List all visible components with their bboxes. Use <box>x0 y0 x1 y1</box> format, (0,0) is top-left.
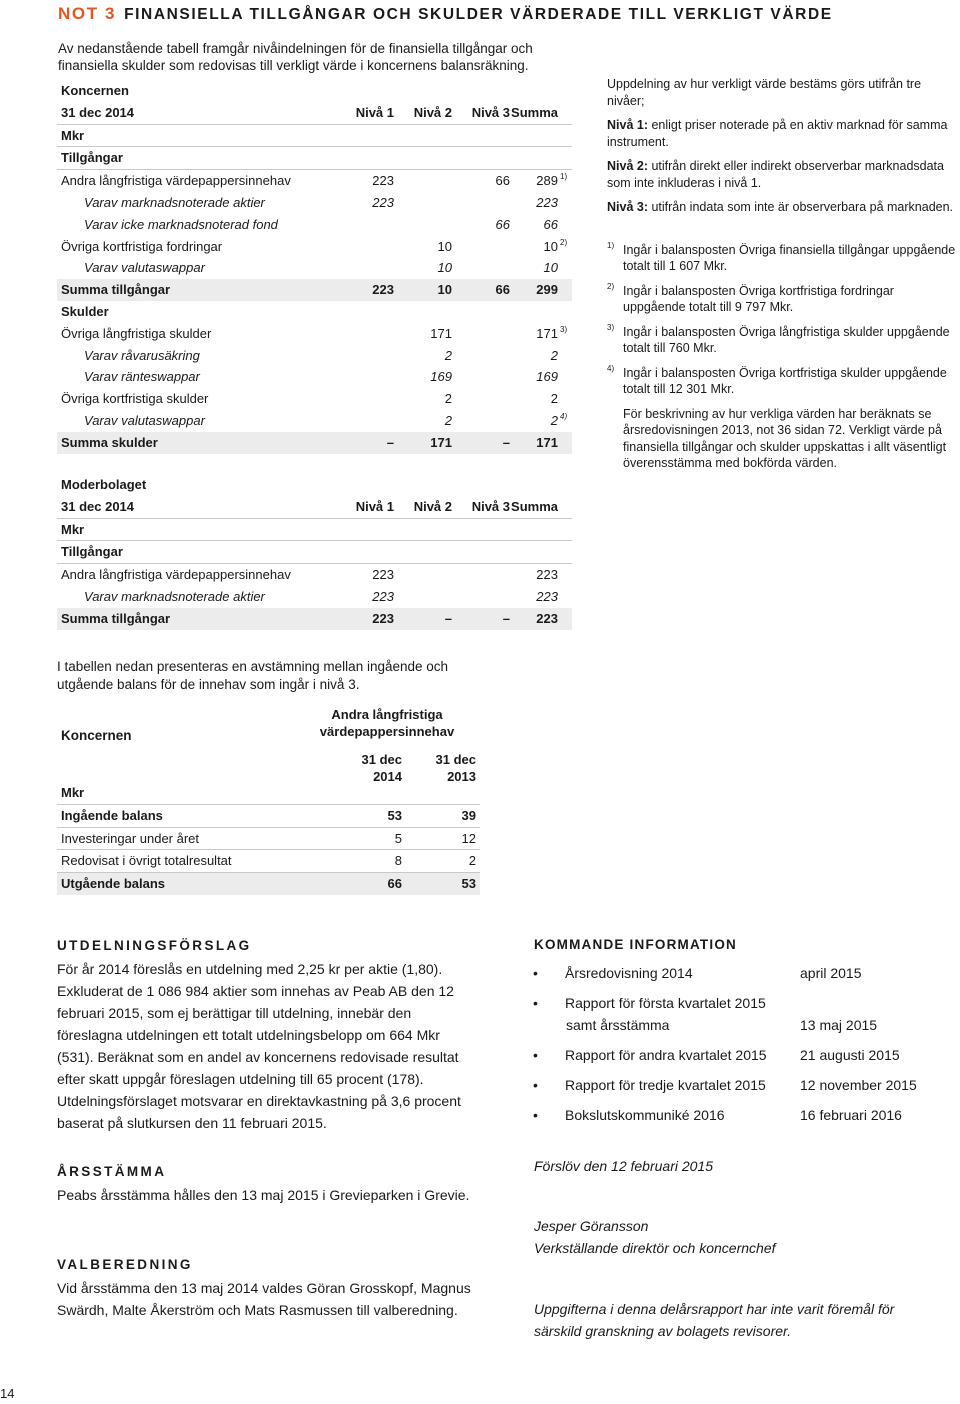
table-row <box>57 236 572 258</box>
row-label: Övriga långfristiga skulder <box>61 325 212 341</box>
list-item <box>533 1044 953 1074</box>
unit-row <box>57 125 572 148</box>
table-title-row <box>57 80 572 102</box>
reconciliation-table <box>57 706 480 895</box>
row-label: Ingående balans <box>61 807 163 823</box>
cell-sum: 10 2) <box>544 236 558 258</box>
cell-sum: 10 <box>543 260 558 276</box>
table-row <box>57 828 480 851</box>
cell-level2: 171 <box>430 325 452 341</box>
page-number: 14 <box>0 1386 15 1401</box>
cell-sum: 171 3) <box>536 323 558 345</box>
col-header-level1: Nivå 1 <box>355 104 394 120</box>
upcoming-title: KOMMANDE INFORMATION <box>534 937 737 952</box>
event-date: 12 november 2015 <box>800 1077 917 1093</box>
row-label: Summa tillgångar <box>61 610 171 626</box>
cell-level2: 171 <box>430 434 452 450</box>
footnote: 1) Ingår i balansposten Övriga finansiella tillgångar uppgående totalt till 1 607 Mkr. <box>607 240 956 273</box>
cell-level2: 2 <box>444 391 452 407</box>
unit-row <box>57 782 480 805</box>
table-header-row <box>57 102 572 125</box>
table-row <box>57 805 480 828</box>
cell-sum: 223 <box>536 588 558 604</box>
cell-2013: 12 <box>461 830 476 846</box>
cell-level3: 66 <box>495 282 510 298</box>
cell-level3: 66 <box>495 173 510 189</box>
list-item <box>533 962 953 992</box>
list-item <box>533 1074 953 1104</box>
reconciliation-header <box>57 706 480 782</box>
bullet: • <box>533 1107 538 1123</box>
table-row <box>57 214 572 236</box>
dividend-text: För år 2014 föreslås en utdelning med 2,25 kr per aktie (1,80). Exkluderat de 1 086 984 aktier som innehas av Peab AB den 12 februari 2015, som ej berättigar till utdelning, innebär den föreslagna utdelningen ett totalt utdelningsbelopp om 664 Mkr (531). Beräknat som en andel av koncernens redovisade resultat efter skatt uppgår föreslagen utdelning till 65 procent (178). Utdelningsförslaget motsvarar en direktavkastning på 3,6 procent baserat på slutkursen den 11 februari 2015. <box>57 961 461 1131</box>
col-header-level1: Nivå 1 <box>355 498 394 514</box>
table-row <box>57 850 480 873</box>
list-item <box>533 1104 953 1134</box>
col-header-sum: Summa <box>511 104 558 120</box>
col-header-level3: Nivå 3 <box>471 498 510 514</box>
cell-level3: – <box>502 434 510 450</box>
row-label: Varav icke marknadsnoterad fond <box>84 216 278 232</box>
event-date: 21 augusti 2015 <box>800 1047 900 1063</box>
row-label: Övriga kortfristiga fordringar <box>61 238 223 254</box>
col-header-level3: Nivå 3 <box>471 104 510 120</box>
cell-level1: 223 <box>372 194 394 210</box>
row-label: Varav valutaswappar <box>84 260 205 276</box>
assets-heading: Tillgångar <box>61 544 123 560</box>
nomination-title: VALBEREDNING <box>57 1257 193 1272</box>
assets-total-row <box>57 608 572 630</box>
table-title: Koncernen <box>61 83 129 98</box>
row-label: Varav marknadsnoterade aktier <box>84 588 265 604</box>
cell-level2: 2 <box>444 412 452 428</box>
cell-sum: 223 <box>536 610 558 626</box>
event-label-continued: samt årsstämma <box>566 1017 670 1033</box>
row-label: Investeringar under året <box>61 830 200 846</box>
cell-2014: 53 <box>387 807 402 823</box>
level-note: Nivå 1: enligt priser noterade på en aktiv marknad för samma instrument. <box>607 118 948 149</box>
table-row <box>57 410 572 432</box>
cell-level2: 2 <box>444 347 452 363</box>
fair-value-notes <box>607 76 957 472</box>
table-row <box>57 257 572 279</box>
note-title: FINANSIELLA TILLGÅNGAR OCH SKULDER VÄRDERADE TILL VERKLIGT VÄRDE <box>124 6 833 23</box>
date-label: 31 dec 2014 <box>61 498 135 514</box>
row-label: Summa skulder <box>61 434 158 450</box>
cell-level2: 10 <box>437 238 452 254</box>
footnote: 3) Ingår i balansposten Övriga långfristiga skulder uppgående totalt till 760 Mkr. <box>607 322 950 355</box>
cell-sum: 223 <box>536 567 558 583</box>
note-heading <box>58 4 833 24</box>
row-label: Utgående balans <box>61 876 166 892</box>
table-row <box>57 345 572 367</box>
table-title: Koncernen <box>61 728 132 743</box>
row-label: Varav valutaswappar <box>84 412 205 428</box>
cell-level1: – <box>386 434 394 450</box>
cell-level1: 223 <box>372 567 394 583</box>
cell-sum: 289 1) <box>536 170 558 192</box>
table-header-row <box>57 496 572 519</box>
table-row <box>57 388 572 410</box>
cell-level2: 169 <box>430 369 452 385</box>
review-disclaimer: Uppgifterna i denna delårsrapport har inte varit föremål för särskild granskning av bolagets revisorer. <box>534 1301 895 1339</box>
levels-intro: Uppdelning av hur verkligt värde bestäms görs utifrån tre nivåer; <box>607 77 922 108</box>
note-intro: Av nedanstående tabell framgår nivåindelningen för de finansiella tillgångar och finansiella skulder som redovisas till verkligt värde i koncernens balansräkning. <box>58 41 533 73</box>
reconciliation-intro: I tabellen nedan presenteras en avstämning mellan ingående och utgående balans för de innehav som ingår i nivå 3. <box>57 659 449 692</box>
cell-2013: 2 <box>468 853 476 869</box>
closing-balance-row <box>57 873 480 895</box>
cell-2014: 5 <box>394 830 402 846</box>
table-row <box>57 192 572 214</box>
row-label: Andra långfristiga värdepappersinnehav <box>61 173 291 189</box>
cell-2013: 53 <box>461 876 476 892</box>
section-heading-row <box>57 541 572 564</box>
row-label: Andra långfristiga värdepappersinnehav <box>61 567 291 583</box>
note-number: NOT 3 <box>58 4 117 23</box>
unit-label: Mkr <box>61 521 85 537</box>
cell-2014: 8 <box>394 853 402 869</box>
dividend-title: UTDELNINGSFÖRSLAG <box>57 938 252 953</box>
unit-row <box>57 519 572 542</box>
footnote-ref: 3) <box>560 324 568 334</box>
row-label: Redovisat i övrigt totalresultat <box>61 853 232 869</box>
date-label: 31 dec 2014 <box>61 104 135 120</box>
cell-level2: – <box>444 610 452 626</box>
col-header-2013: 31 dec 2013 <box>435 752 476 784</box>
cell-level1: 223 <box>372 173 394 189</box>
table-title-row <box>57 474 572 496</box>
cell-sum: 2 4) <box>551 410 558 432</box>
footnote-ref: 1) <box>560 172 568 182</box>
col-header-sum: Summa <box>511 498 558 514</box>
cell-sum: 299 <box>536 282 558 298</box>
cell-sum: 171 <box>536 434 558 450</box>
table-title: Moderbolaget <box>61 477 147 492</box>
row-label: Varav marknadsnoterade aktier <box>84 194 265 210</box>
parent-fair-value-table <box>57 474 572 630</box>
cell-level2: 10 <box>437 282 452 298</box>
unit-label: Mkr <box>61 127 85 143</box>
signature-role: Verkställande direktör och koncernchef <box>534 1240 776 1256</box>
cell-sum: 66 <box>543 216 558 232</box>
group-fair-value-table <box>57 80 572 454</box>
liabilities-heading: Skulder <box>61 303 109 319</box>
unit-label: Mkr <box>61 785 85 800</box>
cell-level3: – <box>502 610 510 626</box>
col-header-level2: Nivå 2 <box>413 498 452 514</box>
cell-sum: 223 <box>536 194 558 210</box>
event-date: 16 februari 2016 <box>800 1107 902 1123</box>
table-row <box>57 323 572 345</box>
table-row <box>57 366 572 388</box>
cell-level1: 223 <box>372 588 394 604</box>
cell-level3: 66 <box>495 216 510 232</box>
section-heading-row <box>57 301 572 323</box>
signature-name: Jesper Göransson <box>534 1218 649 1234</box>
row-label: Varav råvarusäkring <box>84 347 200 363</box>
row-label: Varav ränteswappar <box>84 369 200 385</box>
section-heading-row <box>57 147 572 170</box>
level-note: Nivå 3: utifrån indata som inte är observerbara på marknaden. <box>607 200 954 214</box>
col-header-level2: Nivå 2 <box>413 104 452 120</box>
cell-2013: 39 <box>461 807 476 823</box>
col-header-2014: 31 dec 2014 <box>361 752 402 784</box>
signature-place-date: Förslöv den 12 februari 2015 <box>534 1158 713 1174</box>
event-date: 13 maj 2015 <box>800 1017 878 1033</box>
cell-sum: 2 <box>550 391 558 407</box>
event-label: Årsredovisning 2014 <box>565 965 693 981</box>
assets-heading: Tillgångar <box>61 150 123 166</box>
row-label: Summa tillgångar <box>61 282 171 298</box>
level-note: Nivå 2: utifrån direkt eller indirekt observerbar marknadsdata som inte inkluderas i nivå 1. <box>607 159 944 190</box>
fair-value-explanation: För beskrivning av hur verkliga värden har beräknats se årsredovisningen 2013, not 36 sidan 72. Verkligt värde på finansiella tillgångar och skulder uppskattas i allt väsentligt överensstämma med bokförda värden. <box>623 406 947 470</box>
bullet: • <box>533 965 538 981</box>
event-date: april 2015 <box>800 965 862 981</box>
nomination-text: Vid årsstämma den 13 maj 2014 valdes Göran Grosskopf, Magnus Swärdh, Malte Åkerström och Mats Rasmussen till valberedning. <box>57 1280 471 1318</box>
bullet: • <box>533 1047 538 1063</box>
table-row <box>57 170 572 192</box>
cell-level1: 223 <box>372 610 394 626</box>
bullet: • <box>533 1077 538 1093</box>
list-item <box>533 992 953 1044</box>
footnote: 4) Ingår i balansposten Övriga kortfristiga skulder uppgående totalt till 12 301 Mkr. <box>607 363 947 396</box>
upcoming-list <box>533 962 953 1134</box>
agm-text: Peabs årsstämma hålles den 13 maj 2015 i Grevieparken i Grevie. <box>57 1187 470 1203</box>
event-label: Rapport för andra kvartalet 2015 <box>565 1047 767 1063</box>
row-label: Övriga kortfristiga skulder <box>61 391 209 407</box>
assets-total-row <box>57 279 572 301</box>
footnote: 2) Ingår i balansposten Övriga kortfristiga fordringar uppgående totalt till 9 797 Mkr. <box>607 281 894 314</box>
footnote-ref: 2) <box>560 237 568 247</box>
event-label: Rapport för tredje kvartalet 2015 <box>565 1077 766 1093</box>
col-group-header: Andra långfristiga värdepappersinnehav <box>319 707 455 739</box>
liabilities-total-row <box>57 432 572 454</box>
table-row <box>57 564 572 586</box>
event-label: Bokslutskommuniké 2016 <box>565 1107 725 1123</box>
cell-sum: 169 <box>536 369 558 385</box>
bullet: • <box>533 995 538 1011</box>
cell-sum: 2 <box>550 347 558 363</box>
agm-title: ÅRSSTÄMMA <box>57 1164 167 1179</box>
event-label: Rapport för första kvartalet 2015 <box>565 995 766 1011</box>
footnote-ref: 4) <box>560 411 568 421</box>
cell-2014: 66 <box>387 876 402 892</box>
cell-level2: 10 <box>437 260 452 276</box>
table-row <box>57 586 572 608</box>
cell-level1: 223 <box>372 282 394 298</box>
